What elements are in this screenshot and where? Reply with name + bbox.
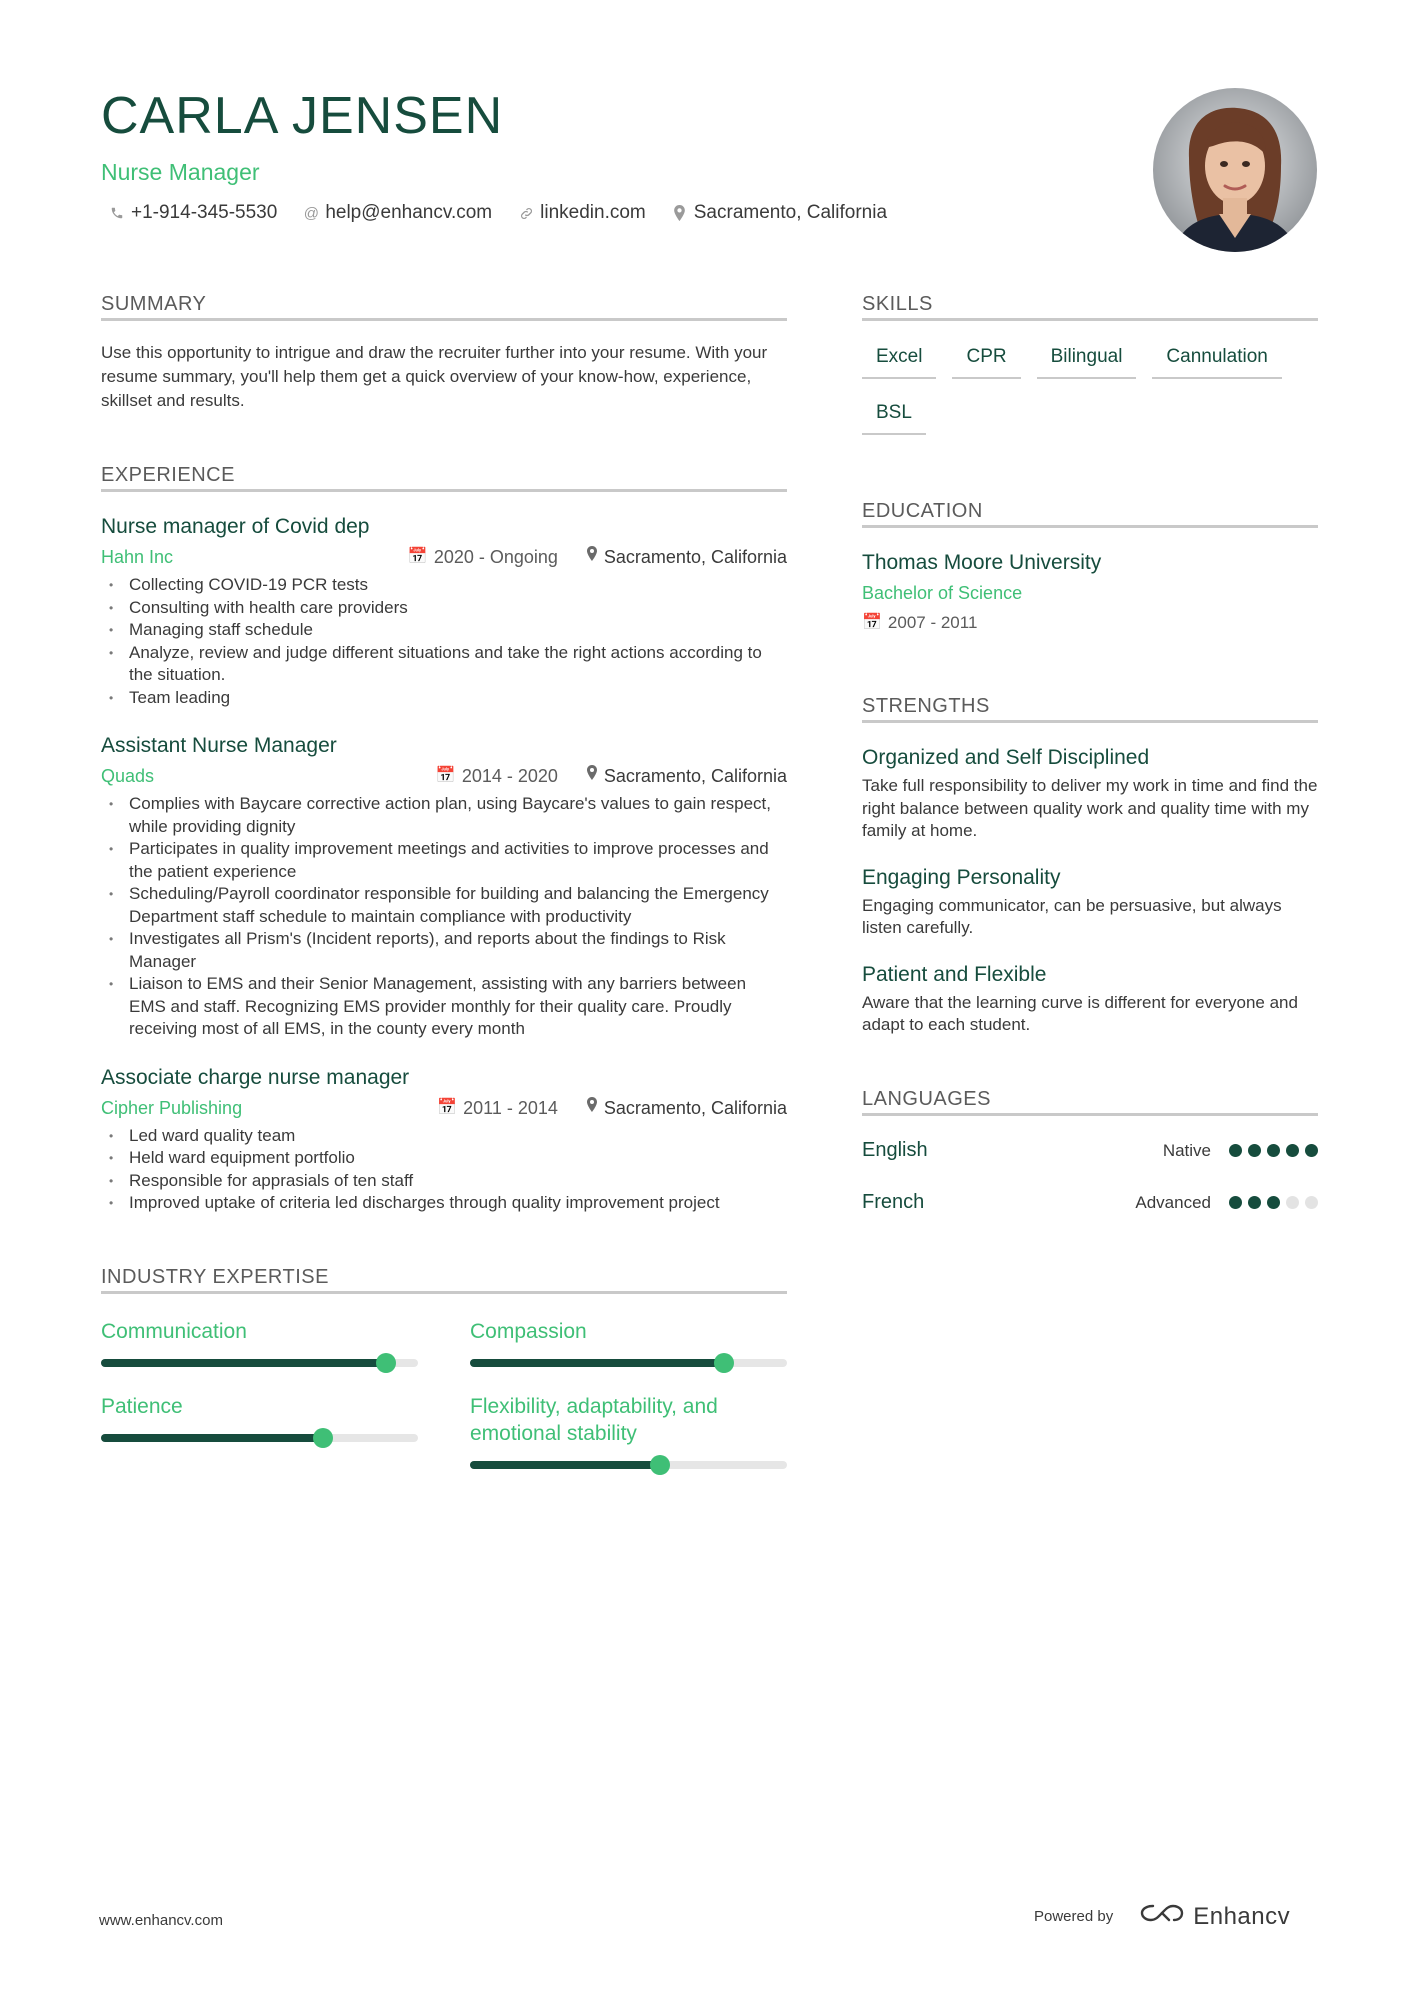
expertise-item [470, 1393, 787, 1469]
candidate-name: CARLA JENSEN [101, 87, 504, 145]
brand-name: Enhancv [1193, 1902, 1291, 1930]
expertise-bar-fill [470, 1461, 660, 1469]
expertise-bar-knob [313, 1428, 333, 1448]
strength-title: Organized and Self Disciplined [862, 746, 1150, 769]
level-dot [1229, 1196, 1242, 1209]
brand-logo[interactable] [1139, 1902, 1290, 1931]
expertise-section [101, 1265, 787, 1469]
expertise-bar-knob [376, 1353, 396, 1373]
job-meta [101, 765, 787, 787]
strength-item [862, 865, 1318, 940]
phone-icon [109, 206, 125, 220]
powered-by-label: Powered by [1034, 1908, 1114, 1925]
language-dots [1229, 1144, 1318, 1157]
list-item: • Team leading [101, 687, 787, 710]
expertise-bar [101, 1434, 418, 1442]
contact-list [101, 202, 1101, 224]
level-dot [1248, 1196, 1261, 1209]
experience-item [101, 1065, 787, 1215]
calendar-icon: 📅 [862, 614, 882, 631]
location-icon [586, 1097, 598, 1119]
job-title: Nurse manager of Covid dep [101, 515, 370, 538]
expertise-bar-fill [101, 1359, 386, 1367]
strengths-heading: STRENGTHS [862, 694, 1318, 723]
location-icon [586, 546, 598, 568]
degree-name: Bachelor of Science [862, 583, 1023, 603]
skill-tag: Cannulation [1152, 339, 1281, 379]
expertise-bar-fill [101, 1434, 323, 1442]
level-dot [1248, 1144, 1261, 1157]
footer-website[interactable]: www.enhancv.com [99, 1912, 223, 1929]
language-level: Native [1162, 1140, 1211, 1160]
calendar-icon: 📅 [407, 548, 428, 565]
job-bullets [101, 1125, 787, 1215]
contact-email-text: help@enhancv.com [325, 202, 493, 223]
list-item: • Analyze, review and judge different situations and take the right actions according to the situation. [101, 642, 787, 687]
contact-linkedin-text: linkedin.com [540, 202, 646, 223]
level-dot [1305, 1144, 1318, 1157]
company-name: Cipher Publishing [101, 1097, 243, 1118]
expertise-bar [101, 1359, 418, 1367]
list-item: • Responsible for apprasials of ten staff [101, 1170, 787, 1193]
skills-section [862, 292, 1318, 435]
contact-linkedin[interactable] [518, 202, 646, 224]
expertise-grid [101, 1318, 787, 1469]
job-location: Sacramento, California [603, 766, 787, 786]
school-name: Thomas Moore University [862, 551, 1102, 574]
job-dates: 2014 - 2020 [461, 766, 558, 786]
expertise-label: Flexibility, adaptability, and emotional stability [470, 1394, 718, 1445]
expertise-label: Communication [101, 1319, 247, 1343]
job-bullets [101, 793, 787, 1041]
candidate-role: Nurse Manager [101, 159, 260, 185]
footer-branding [1034, 1902, 1290, 1931]
strength-item [862, 962, 1318, 1037]
strength-title: Engaging Personality [862, 865, 1061, 889]
profile-photo [1153, 88, 1317, 252]
list-item: • Managing staff schedule [101, 619, 787, 642]
experience-item [101, 733, 787, 1041]
job-title: Assistant Nurse Manager [101, 734, 337, 757]
expertise-bar-knob [714, 1353, 734, 1373]
strengths-section [862, 694, 1318, 1037]
list-item: • Participates in quality improvement meetings and activities to improve processes and the patient experience [101, 838, 787, 883]
expertise-bar-knob [650, 1455, 670, 1475]
job-location: Sacramento, California [603, 547, 787, 567]
expertise-heading: INDUSTRY EXPERTISE [101, 1265, 787, 1294]
strength-desc: Take full responsibility to deliver my work in time and find the right balance between quality work and quality time with my family at home. [862, 776, 1318, 840]
job-title: Associate charge nurse manager [101, 1065, 410, 1089]
skills-list [862, 339, 1318, 435]
list-item: • Investigates all Prism's (Incident reports), and reports about the findings to Risk Manager [101, 928, 787, 973]
contact-email[interactable] [303, 202, 492, 224]
skills-heading: SKILLS [862, 292, 1318, 321]
expertise-bar [470, 1461, 787, 1469]
languages-section [862, 1087, 1318, 1218]
list-item: • Collecting COVID-19 PCR tests [101, 574, 787, 597]
level-dot [1305, 1196, 1318, 1209]
list-item: • Liaison to EMS and their Senior Management, assisting with any barriers between EMS and staff. Recognizing EMS provider monthly for their quality care. Proudly receiving most of all EMS, in the county every month [101, 973, 787, 1041]
contact-location-text: Sacramento, California [693, 202, 888, 223]
enhancv-logo-icon [1139, 1902, 1185, 1931]
list-item: • Led ward quality team [101, 1125, 787, 1148]
language-name: French [862, 1191, 925, 1213]
level-dot [1267, 1196, 1280, 1209]
education-dates: 2007 - 2011 [887, 613, 978, 632]
experience-section [101, 463, 787, 1215]
calendar-icon: 📅 [435, 767, 456, 784]
job-bullets [101, 574, 787, 709]
calendar-icon: 📅 [437, 1098, 458, 1116]
job-meta [101, 1097, 787, 1119]
expertise-item [101, 1393, 418, 1469]
company-name: Hahn Inc [101, 547, 174, 567]
list-item: • Complies with Baycare corrective action plan, using Baycare's values to gain respect, while providing dignity [101, 793, 787, 838]
at-icon: @ [303, 204, 319, 222]
right-column [862, 292, 1318, 1218]
summary-section [101, 292, 787, 413]
resume-header [101, 86, 1101, 224]
list-item: • Consulting with health care providers [101, 597, 787, 620]
skill-tag: BSL [862, 395, 926, 435]
experience-heading: EXPERIENCE [101, 463, 787, 492]
job-dates: 2011 - 2014 [463, 1097, 558, 1118]
list-item: • Scheduling/Payroll coordinator responsible for building and balancing the Emergency Department staff schedule to maintain compliance with productivity [101, 883, 787, 928]
list-item: • Held ward equipment portfolio [101, 1147, 787, 1170]
expertise-label: Compassion [470, 1319, 587, 1343]
job-location: Sacramento, California [603, 1097, 787, 1118]
level-dot [1286, 1144, 1299, 1157]
expertise-bar-fill [470, 1359, 724, 1367]
skill-tag: Excel [862, 339, 936, 379]
company-name: Quads [101, 766, 155, 786]
skill-tag: Bilingual [1037, 339, 1137, 379]
summary-heading: SUMMARY [101, 292, 787, 321]
contact-phone[interactable] [109, 202, 277, 224]
summary-text: Use this opportunity to intrigue and draw the recruiter further into your resume. With your resume summary, you'll help them get a quick overview of your know-how, experience, skillset and results. [101, 343, 768, 410]
strength-desc: Aware that the learning curve is different for everyone and adapt to each student. [862, 992, 1298, 1034]
experience-item [101, 514, 787, 709]
level-dot [1286, 1196, 1299, 1209]
job-dates: 2020 - Ongoing [433, 547, 558, 567]
education-dates-row [862, 612, 1318, 634]
location-icon [672, 205, 688, 221]
skill-tag: CPR [952, 339, 1020, 379]
strength-title: Patient and Flexible [862, 962, 1047, 986]
language-name: English [862, 1139, 928, 1161]
link-icon [518, 206, 534, 221]
education-section [862, 499, 1318, 634]
contact-phone-text: +1-914-345-5530 [131, 202, 278, 223]
expertise-label: Patience [101, 1394, 183, 1418]
strength-desc: Engaging communicator, can be persuasive, but always listen carefully. [862, 895, 1282, 937]
language-level: Advanced [1135, 1192, 1211, 1212]
expertise-item [470, 1318, 787, 1367]
language-item [862, 1188, 1318, 1218]
level-dot [1267, 1144, 1280, 1157]
expertise-bar [470, 1359, 787, 1367]
list-item: • Improved uptake of criteria led discharges through quality improvement project [101, 1192, 787, 1215]
language-item [862, 1136, 1318, 1166]
job-meta [101, 546, 787, 568]
expertise-item [101, 1318, 418, 1367]
education-heading: EDUCATION [862, 499, 1318, 528]
location-icon [586, 765, 598, 787]
left-column [101, 292, 787, 1469]
strength-item [862, 745, 1318, 843]
contact-location [672, 202, 887, 224]
level-dot [1229, 1144, 1242, 1157]
language-dots [1229, 1196, 1318, 1209]
languages-heading: LANGUAGES [862, 1087, 1318, 1116]
